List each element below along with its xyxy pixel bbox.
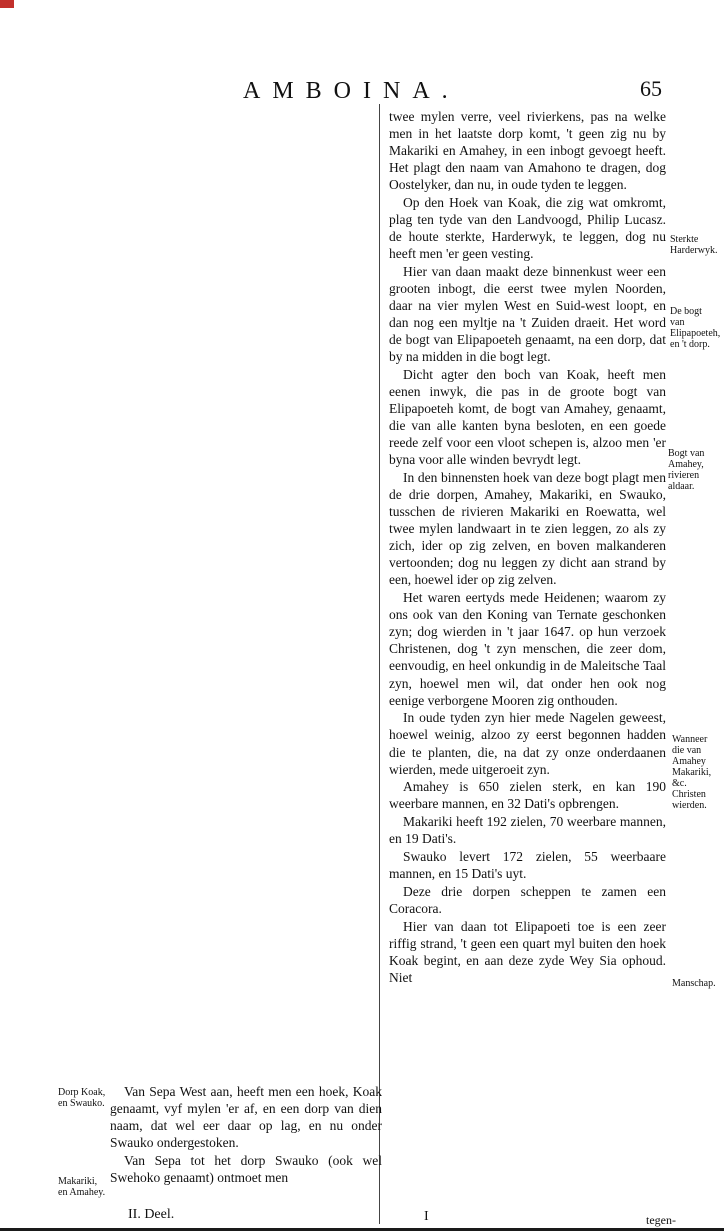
left-column-text bbox=[110, 1083, 382, 1187]
paragraph: Hier van daan tot Elipapoeti toe is een zeer riffig strand, 't geen een quart myl buiten den hoek Koak begint, en aan deze zyde Wey Sia ophoud. Niet bbox=[389, 918, 666, 986]
signature-mark-2: I bbox=[424, 1209, 429, 1224]
page-number: 65 bbox=[640, 76, 662, 101]
paragraph: Deze drie dorpen scheppen te zamen een Coracora. bbox=[389, 884, 666, 917]
paragraph: Swauko levert 172 zielen, 55 weerbaare mannen, en 15 Dati's uyt. bbox=[389, 849, 666, 882]
page-edge-marker bbox=[0, 0, 14, 8]
margin-note-wanneer: Wanneer die van Amahey Makariki, &c. Christen wierden. bbox=[672, 734, 712, 811]
paragraph: Het waren eertyds mede Heidenen; waarom zy ons ook van den Koning van Ternate geschonken zyn; dog wierden in 't jaar 1647. op hun verzoek Christenen, dog 't zyn menschen, die zeer dom, eenvoudig, en heel onkundig in de Maleitsche Taal zyn, hoewel men wil, dat onder hen ook nog eenige verborgene Mooren zig onthouden. bbox=[389, 590, 666, 708]
signature-mark: II. Deel. bbox=[128, 1207, 175, 1222]
paragraph: In oude tyden zyn hier mede Nagelen geweest, hoewel weinig, alzoo zy eerst begonnen hadden die te planten, die, na dat zy onze onderdaanen wierden, mede uitgeroeit zyn. bbox=[389, 710, 666, 777]
margin-note-dorp: Dorp Koak, en Swauko. bbox=[58, 1087, 106, 1109]
paragraph: Dicht agter den boch van Koak, heeft men eenen inwyk, die pas in de groote bogt van Elipapoeteh komt, de bogt van Amahey, genaamt, die van alle kanten byna besloten, en een goede reede zelf voor een vloot schepen is, alzoo men 'er byna voor alle winden bevrydt legt. bbox=[389, 367, 666, 468]
margin-note-manschap: Manschap. bbox=[672, 978, 716, 989]
column-divider bbox=[379, 104, 380, 1224]
paragraph: Makariki heeft 192 zielen, 70 weerbare mannen, en 19 Dati's. bbox=[389, 814, 666, 847]
margin-note-makariki: Makariki, en Amahey. bbox=[58, 1176, 106, 1198]
running-title: AMBOINA. bbox=[243, 78, 460, 104]
right-column-text bbox=[389, 108, 666, 987]
margin-note-bogt: De bogt van Elipapoeteh, en 't dorp. bbox=[670, 306, 721, 350]
paragraph: twee mylen verre, veel rivierkens, pas na welke men in het laatste dorp komt, 't geen zig nu by Makariki en Amahey, in een inbogt gevoegt heeft. Het plagt den naam van Amahono te dragen, dog Oostelyker, dan nu, in oude tyden te leggen. bbox=[389, 109, 666, 193]
paragraph: In den binnensten hoek van deze bogt plagt men de drie dorpen, Amahey, Makariki, en Swauko, tusschen de rivieren Makariki en Roewatta, wel twee mylen landwaart in te zien leggen, zo als zy zich, ider op zig zelven, en boven malkanderen vertoonden; dog nu leggen zy dicht aan strand by een, hoewel ider op zig zelven. bbox=[389, 470, 666, 588]
paragraph: Amahey is 650 zielen sterk, en kan 190 weerbare mannen, en 32 Dati's opbrengen. bbox=[389, 779, 666, 812]
paragraph: Op den Hoek van Koak, die zig wat omkromt, plag ten tyde van den Landvoogd, Philip Lucasz. de houte sterkte, Harderwyk, te leggen, dog nu heeft men 'er geen vesting. bbox=[389, 195, 666, 262]
paragraph: Hier van daan maakt deze binnenkust weer een grooten inbogt, die eerst twee mylen Noorden, daar na vier mylen West en Suid-west loopt, en dan nog een myltje na 't Zuiden draeit. Het word de bogt van Elipapoeteh genaamt, na een dorp, dat by na midden in die bogt legt. bbox=[389, 264, 666, 365]
paragraph: Van Sepa West aan, heeft men een hoek, Koak genaamt, vyf mylen 'er af, en een dorp van dien naam, dat wel eer daar op lag, en nu onder Swauko ondergestoken. bbox=[110, 1084, 382, 1151]
margin-note-amahey: Bogt van Amahey, rivieren aldaar. bbox=[668, 448, 705, 492]
paragraph: Van Sepa tot het dorp Swauko (ook wel Swehoko genaamt) ontmoet men bbox=[110, 1152, 382, 1186]
catchword: tegen- bbox=[646, 1213, 676, 1227]
margin-note-sterkte: Sterkte Harderwyk. bbox=[670, 234, 718, 256]
